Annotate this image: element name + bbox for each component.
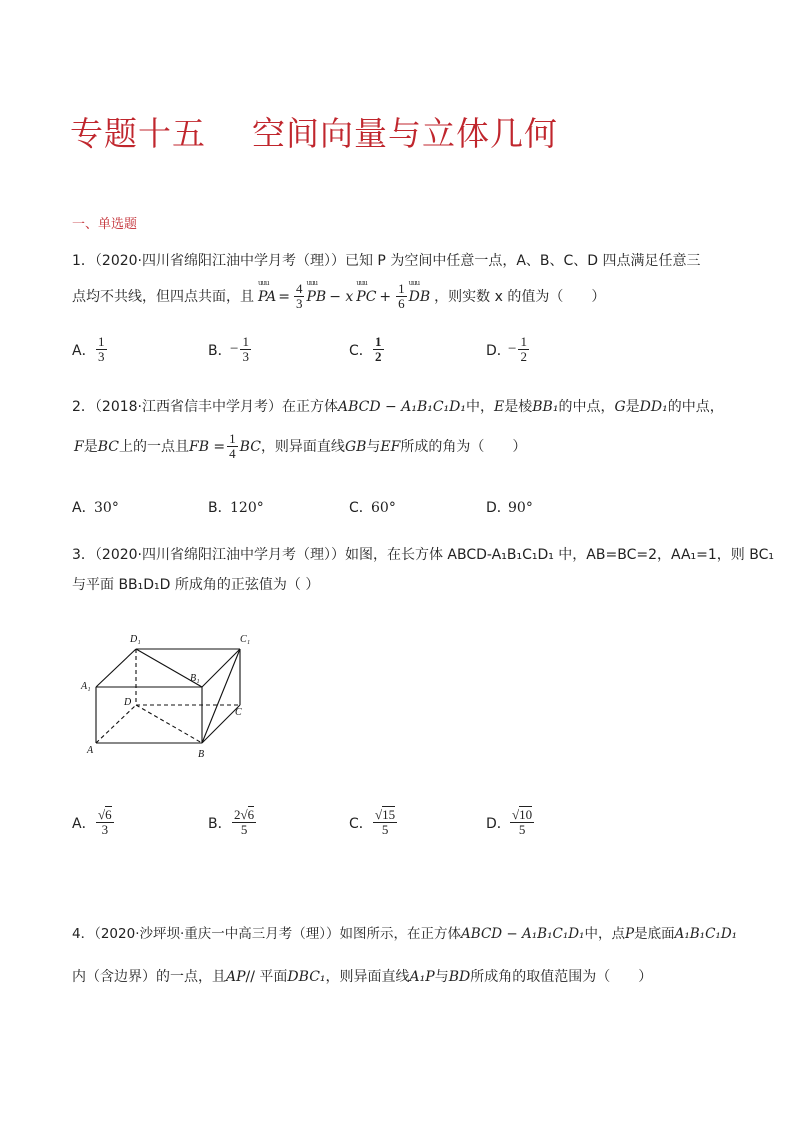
q2-text: ，则异面直线 bbox=[260, 438, 345, 455]
q4-text: 4．（2020·沙坪坝·重庆一中高三月考（理））如图所示，在正方体 bbox=[72, 926, 462, 942]
q2-text: 是棱 bbox=[504, 399, 533, 415]
q2-bb1: BB₁ bbox=[532, 399, 559, 415]
q1-line1: 1．（2020·四川省绵阳江油中学月考（理））已知 P 为空间中任意一点，A、B、C、D 四点满足任意三 bbox=[72, 253, 701, 269]
q2-text: 是 bbox=[625, 399, 640, 415]
q4-text: ，则异面直线 bbox=[325, 969, 410, 985]
option-label: D． bbox=[486, 500, 511, 516]
cuboid-figure bbox=[78, 625, 258, 765]
q2-dd1: DD₁ bbox=[639, 399, 668, 415]
frac-den: 2 bbox=[520, 349, 527, 365]
q4-ap: AP bbox=[226, 969, 246, 985]
frac-num: 2√6 bbox=[234, 807, 255, 822]
option-frac bbox=[373, 808, 397, 838]
frac-den: 2 bbox=[375, 349, 382, 365]
option-value: 60° bbox=[371, 500, 396, 516]
option-frac bbox=[240, 335, 251, 365]
option-label: C． bbox=[349, 500, 373, 516]
title-part2: 空间向量与立体几何 bbox=[252, 114, 558, 153]
frac-den: 5 bbox=[381, 822, 389, 838]
diag-db bbox=[136, 705, 202, 743]
q1-text-end: ，则实数 x 的值为（ ） bbox=[434, 288, 606, 305]
q4-cube: ABCD − A₁B₁C₁D₁ bbox=[461, 926, 585, 942]
option-value: 120° bbox=[230, 500, 264, 516]
q2-text: 是 bbox=[83, 438, 98, 455]
q1-vec-pb: uuu PB bbox=[306, 290, 326, 304]
q1-vec-pa: uuu PA bbox=[258, 290, 276, 304]
q4-text: 中，点 bbox=[584, 926, 625, 942]
q3-option-c[interactable] bbox=[349, 808, 399, 838]
q1-frac1-num: 4 bbox=[295, 281, 303, 296]
edge-b1c1 bbox=[202, 649, 240, 687]
option-sign: − bbox=[230, 341, 239, 358]
q1-frac1-den: 3 bbox=[295, 296, 303, 312]
q1-eq: = bbox=[278, 288, 290, 305]
q2-bc: BC bbox=[239, 438, 261, 455]
q1-option-d[interactable] bbox=[486, 335, 531, 365]
q3-option-d[interactable] bbox=[486, 808, 536, 838]
q4-face: A₁B₁C₁D₁ bbox=[674, 926, 738, 942]
option-label: D． bbox=[486, 342, 511, 359]
diag-bc1 bbox=[202, 649, 240, 743]
frac-num: √15 bbox=[375, 807, 396, 822]
q4-a1p: A₁P bbox=[409, 969, 435, 985]
q2-option-a[interactable] bbox=[72, 497, 119, 517]
frac-den: 4 bbox=[229, 446, 236, 462]
label-c1: C₁ bbox=[240, 634, 251, 645]
q3-line2: 与平面 BB₁D₁D 所成角的正弦值为（ ） bbox=[72, 577, 320, 593]
label-d: D bbox=[124, 697, 132, 708]
q2-frac bbox=[227, 432, 238, 462]
q2-text: 的中点， bbox=[558, 399, 615, 415]
option-label: B． bbox=[208, 815, 232, 832]
q1-line2 bbox=[72, 282, 605, 312]
frac-num: 1 bbox=[242, 334, 249, 349]
q1-frac1 bbox=[294, 282, 305, 312]
option-frac bbox=[510, 808, 534, 838]
option-label: A． bbox=[72, 815, 96, 832]
frac-den: 3 bbox=[242, 349, 249, 365]
q1-option-b[interactable] bbox=[208, 335, 253, 365]
radicand: 6 bbox=[105, 807, 112, 822]
q3-option-a[interactable] bbox=[72, 808, 116, 838]
option-value: 30° bbox=[94, 500, 119, 516]
frac-num: √6 bbox=[98, 807, 112, 822]
q4-text: 与 bbox=[434, 969, 449, 985]
option-frac bbox=[96, 808, 114, 838]
q1-option-c[interactable] bbox=[349, 335, 386, 365]
q4-dbc1: DBC₁ bbox=[287, 969, 326, 985]
q3-option-b[interactable] bbox=[208, 808, 258, 838]
q2-gb: GB bbox=[344, 438, 367, 455]
label-a1: A₁ bbox=[81, 681, 91, 692]
option-label: B． bbox=[208, 342, 232, 359]
q2-option-d[interactable] bbox=[486, 497, 533, 517]
label-b1: B₁ bbox=[190, 673, 200, 684]
q1-vec-pc: uuu PC bbox=[356, 290, 376, 304]
option-label: A． bbox=[72, 342, 96, 359]
q1-frac2-num: 1 bbox=[398, 281, 405, 296]
radicand: 10 bbox=[519, 807, 533, 822]
title-part1: 专题十五 bbox=[70, 114, 206, 153]
q1-option-a[interactable] bbox=[72, 335, 109, 365]
q2-text: 中， bbox=[466, 399, 495, 415]
q4-bd: BD bbox=[448, 969, 471, 985]
q2-text: 的中点， bbox=[667, 399, 724, 415]
frac-num: √10 bbox=[512, 807, 533, 822]
q1-plus: + bbox=[379, 288, 392, 305]
q1-frac2-den: 6 bbox=[398, 296, 405, 312]
q2-line2 bbox=[74, 432, 526, 462]
frac-den: 5 bbox=[518, 822, 526, 838]
q3-line1: 3．（2020·四川省绵阳江油中学月考（理））如图，在长方体 ABCD-A₁B₁C₁D₁ 中，AB=BC=2，AA₁=1，则 BC₁ bbox=[72, 547, 774, 563]
option-label: D． bbox=[486, 815, 511, 832]
q4-text: 内（含边界）的一点，且 bbox=[72, 969, 226, 985]
option-frac bbox=[232, 808, 256, 838]
option-label: A． bbox=[72, 500, 96, 516]
edge-a1d1 bbox=[96, 649, 136, 687]
frac-num: 1 bbox=[98, 334, 105, 349]
radicand: 6 bbox=[247, 807, 255, 822]
option-sign: − bbox=[508, 341, 517, 358]
q2-text: 2．（2018·江西省信丰中学月考）在正方体 bbox=[72, 399, 338, 415]
q2-e: E bbox=[494, 399, 505, 415]
section-heading: 一、单选题 bbox=[72, 217, 138, 232]
q4-line2 bbox=[72, 970, 652, 984]
edge-ad bbox=[96, 705, 136, 743]
frac-num: 1 bbox=[520, 334, 527, 349]
q2-text: 上的一点且 bbox=[118, 438, 189, 455]
option-value: 90° bbox=[508, 500, 533, 516]
q2-bc: BC bbox=[97, 438, 119, 455]
q2-option-b[interactable] bbox=[208, 497, 264, 517]
q1-text: 点均不共线，但四点共面，且 bbox=[72, 288, 254, 305]
q4-line1 bbox=[72, 928, 737, 942]
q4-p: P bbox=[624, 926, 635, 942]
frac-num: 1 bbox=[229, 431, 236, 446]
q1-vec-db: uuu DB bbox=[409, 290, 431, 304]
q2-ef: EF bbox=[380, 438, 401, 455]
radicand: 15 bbox=[382, 807, 396, 822]
label-b: B bbox=[198, 749, 205, 760]
option-frac bbox=[518, 335, 529, 365]
q2-cube: ABCD − A₁B₁C₁D₁ bbox=[338, 399, 467, 415]
label-c: C bbox=[235, 707, 242, 718]
q2-option-c[interactable] bbox=[349, 497, 396, 517]
option-frac bbox=[373, 335, 384, 365]
q4-text: 所成角的取值范围为（ ） bbox=[470, 969, 653, 985]
q2-text: 与 bbox=[366, 438, 381, 455]
q2-text: 所成的角为（ ） bbox=[400, 438, 527, 455]
q2-fb: FB = bbox=[188, 438, 226, 455]
option-label: C． bbox=[349, 815, 373, 832]
q1-frac2 bbox=[396, 282, 407, 312]
q2-g: G bbox=[614, 399, 626, 415]
option-label: C． bbox=[349, 342, 373, 359]
q1-minus-x: − x bbox=[329, 288, 354, 305]
q4-text: 是底面 bbox=[634, 926, 675, 942]
frac-den: 3 bbox=[98, 349, 105, 365]
option-label: B． bbox=[208, 500, 232, 516]
q2-line1 bbox=[72, 400, 724, 414]
frac-num: 1 bbox=[375, 334, 382, 349]
page-title bbox=[70, 108, 558, 155]
frac-den: 5 bbox=[240, 822, 248, 838]
q4-text: // 平面 bbox=[245, 969, 288, 985]
frac-den: 3 bbox=[101, 822, 109, 838]
label-d1: D₁ bbox=[130, 634, 141, 645]
option-frac bbox=[96, 335, 107, 365]
label-a: A bbox=[87, 745, 94, 756]
q2-f: F bbox=[74, 438, 84, 455]
coef: 2 bbox=[234, 807, 241, 822]
